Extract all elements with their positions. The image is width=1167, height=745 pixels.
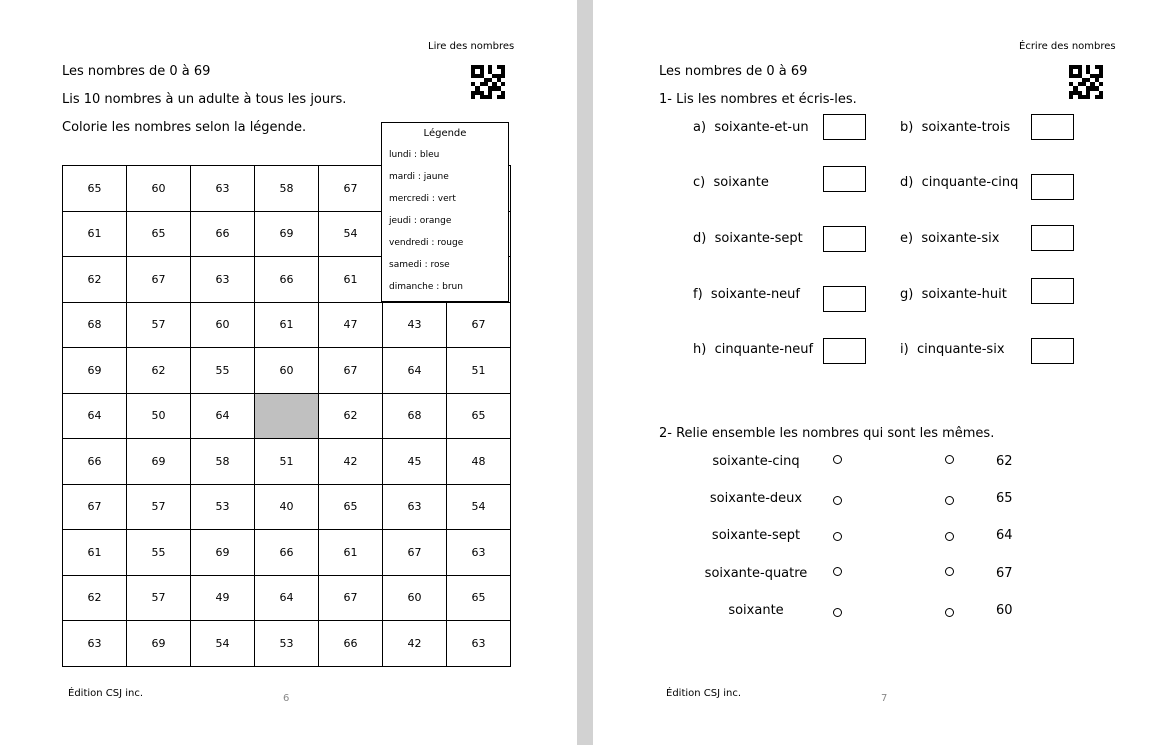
grid-cell[interactable]: 54 [191,621,255,667]
item-b: b) soixante-trois [900,120,1011,135]
grid-cell[interactable]: 54 [319,211,383,257]
grid-cell[interactable]: 61 [63,530,127,576]
answer-box-b[interactable] [1031,114,1074,140]
item-d2: d) soixante-sept [693,231,803,246]
grid-cell[interactable]: 48 [447,439,511,485]
match-number: 65 [996,491,1013,506]
grid-cell[interactable]: 66 [255,530,319,576]
grid-cell[interactable]: 60 [191,302,255,348]
qr-code-icon [471,65,505,99]
grid-cell[interactable]: 45 [383,439,447,485]
match-word: soixante [728,603,784,618]
item-e: e) soixante-six [900,231,1000,246]
grid-cell[interactable]: 61 [319,530,383,576]
grid-cell[interactable]: 69 [63,348,127,394]
page-number: 6 [283,693,290,704]
legend-item: dimanche : brun [389,282,463,292]
grid-cell[interactable]: 51 [255,439,319,485]
grid-cell[interactable]: 60 [255,348,319,394]
answer-box-d[interactable] [1031,174,1074,200]
legend-item: mercredi : vert [389,194,456,204]
grid-cell[interactable]: 63 [447,621,511,667]
page-gutter [577,0,593,745]
grid-cell[interactable]: 57 [127,484,191,530]
header-right: Écrire des nombres [1019,41,1116,52]
grid-cell[interactable]: 63 [191,257,255,303]
grid-cell[interactable]: 60 [127,166,191,212]
answer-box-c[interactable] [823,166,866,192]
legend-item: samedi : rose [389,260,450,270]
answer-box-f[interactable] [823,286,866,312]
grid-cell[interactable]: 57 [127,575,191,621]
grid-cell[interactable]: 66 [191,211,255,257]
item-c: c) soixante [693,175,769,190]
grid-cell[interactable]: 54 [447,484,511,530]
match-number: 60 [996,603,1013,618]
match-dot-left[interactable] [833,532,842,541]
header-right: Lire des nombres [428,41,515,52]
grid-cell[interactable]: 64 [191,393,255,439]
grid-cell[interactable]: 69 [191,530,255,576]
legend-item: lundi : bleu [389,150,440,160]
item-i: i) cinquante-six [900,342,1005,357]
grid-cell[interactable]: 61 [63,211,127,257]
answer-box-d2[interactable] [823,226,866,252]
legend-item: jeudi : orange [389,216,452,226]
grid-cell[interactable]: 53 [255,621,319,667]
grid-row [63,348,511,394]
grid-cell[interactable]: 63 [63,621,127,667]
grid-cell[interactable]: 62 [319,393,383,439]
answer-box-e[interactable] [1031,225,1074,251]
grid-cell[interactable]: 61 [319,257,383,303]
grid-cell[interactable]: 63 [447,530,511,576]
grid-cell[interactable]: 67 [383,530,447,576]
match-dot-right[interactable] [945,496,954,505]
match-word: soixante-quatre [704,566,808,581]
grid-cell[interactable]: 49 [191,575,255,621]
item-d: d) cinquante-cinq [900,175,1019,190]
answer-box-a[interactable] [823,114,866,140]
grid-cell[interactable]: 62 [127,348,191,394]
answer-box-g[interactable] [1031,278,1074,304]
page-number: 7 [881,693,888,704]
left-page [0,0,577,745]
legend-box [381,122,509,302]
grid-row [63,302,511,348]
match-dot-right[interactable] [945,532,954,541]
grid-row [63,393,511,439]
match-number: 67 [996,566,1013,581]
grid-cell[interactable]: 68 [383,393,447,439]
grid-cell[interactable]: 64 [63,393,127,439]
right-page [593,0,1167,745]
grid-cell[interactable]: 42 [383,621,447,667]
match-dot-right[interactable] [945,455,954,464]
grid-cell[interactable]: 65 [127,211,191,257]
grid-cell[interactable]: 63 [383,484,447,530]
grid-cell[interactable]: 64 [383,348,447,394]
legend-item: mardi : jaune [389,172,449,182]
section-2-heading: 2- Relie ensemble les nombres qui sont les mêmes. [659,426,995,441]
section-1-heading: 1- Lis les nombres et écris-les. [659,92,857,107]
grid-cell[interactable]: 42 [319,439,383,485]
grid-cell[interactable]: 53 [191,484,255,530]
grid-cell[interactable]: 58 [191,439,255,485]
match-dot-left[interactable] [833,608,842,617]
legend-item: vendredi : rouge [389,238,464,248]
grid-cell[interactable]: 67 [63,484,127,530]
grid-cell[interactable]: 55 [191,348,255,394]
grid-cell[interactable]: 67 [319,348,383,394]
match-word: soixante-deux [709,491,803,506]
grid-cell[interactable]: 66 [63,439,127,485]
match-dot-right[interactable] [945,567,954,576]
item-f: f) soixante-neuf [693,287,800,302]
legend-title: Légende [423,128,467,139]
grid-cell[interactable]: 66 [319,621,383,667]
item-a: a) soixante-et-un [693,120,809,135]
grid-cell[interactable]: 65 [63,166,127,212]
page-title: Les nombres de 0 à 69 [62,64,211,79]
grid-cell[interactable]: 63 [191,166,255,212]
answer-box-h[interactable] [823,338,866,364]
match-number: 62 [996,454,1013,469]
match-dot-left[interactable] [833,496,842,505]
grid-cell[interactable]: 67 [319,575,383,621]
grid-cell[interactable]: 69 [255,211,319,257]
grid-cell[interactable]: 65 [447,393,511,439]
grid-cell[interactable]: 58 [255,166,319,212]
match-word: soixante-cinq [712,454,800,469]
grid-cell[interactable]: 47 [319,302,383,348]
grid-row [63,530,511,576]
qr-code-icon [1069,65,1103,99]
grid-cell[interactable]: 43 [383,302,447,348]
instruction-color: Colorie les nombres selon la légende. [62,120,307,135]
grid-row [63,484,511,530]
footer-publisher: Édition CSJ inc. [68,688,144,699]
match-number: 64 [996,528,1013,543]
item-g: g) soixante-huit [900,287,1007,302]
grid-cell[interactable]: 61 [255,302,319,348]
grid-row [63,621,511,667]
grid-cell[interactable]: 69 [127,439,191,485]
match-dot-left[interactable] [833,455,842,464]
grid-cell[interactable]: 55 [127,530,191,576]
grid-cell[interactable]: 57 [127,302,191,348]
grid-cell[interactable]: 60 [383,575,447,621]
answer-box-i[interactable] [1031,338,1074,364]
grid-row [63,439,511,485]
grid-cell[interactable]: 69 [127,621,191,667]
grid-cell[interactable]: 68 [63,302,127,348]
grid-cell[interactable]: 65 [447,575,511,621]
grid-cell[interactable]: 62 [63,575,127,621]
instruction-read: Lis 10 nombres à un adulte à tous les jours. [62,92,347,107]
match-word: soixante-sept [711,528,801,543]
match-dot-right[interactable] [945,608,954,617]
grid-cell[interactable]: 51 [447,348,511,394]
grid-row [63,575,511,621]
grid-cell[interactable]: 62 [63,257,127,303]
page-title: Les nombres de 0 à 69 [659,64,808,79]
grid-cell[interactable]: 67 [127,257,191,303]
grid-cell[interactable]: 65 [319,484,383,530]
grid-cell[interactable]: 40 [255,484,319,530]
grid-cell[interactable]: 66 [255,257,319,303]
footer-publisher: Édition CSJ inc. [666,688,742,699]
grid-cell[interactable] [255,393,319,439]
grid-cell[interactable]: 67 [319,166,383,212]
grid-cell[interactable]: 67 [447,302,511,348]
match-dot-left[interactable] [833,567,842,576]
item-h: h) cinquante-neuf [693,342,814,357]
grid-cell[interactable]: 64 [255,575,319,621]
grid-cell[interactable]: 50 [127,393,191,439]
